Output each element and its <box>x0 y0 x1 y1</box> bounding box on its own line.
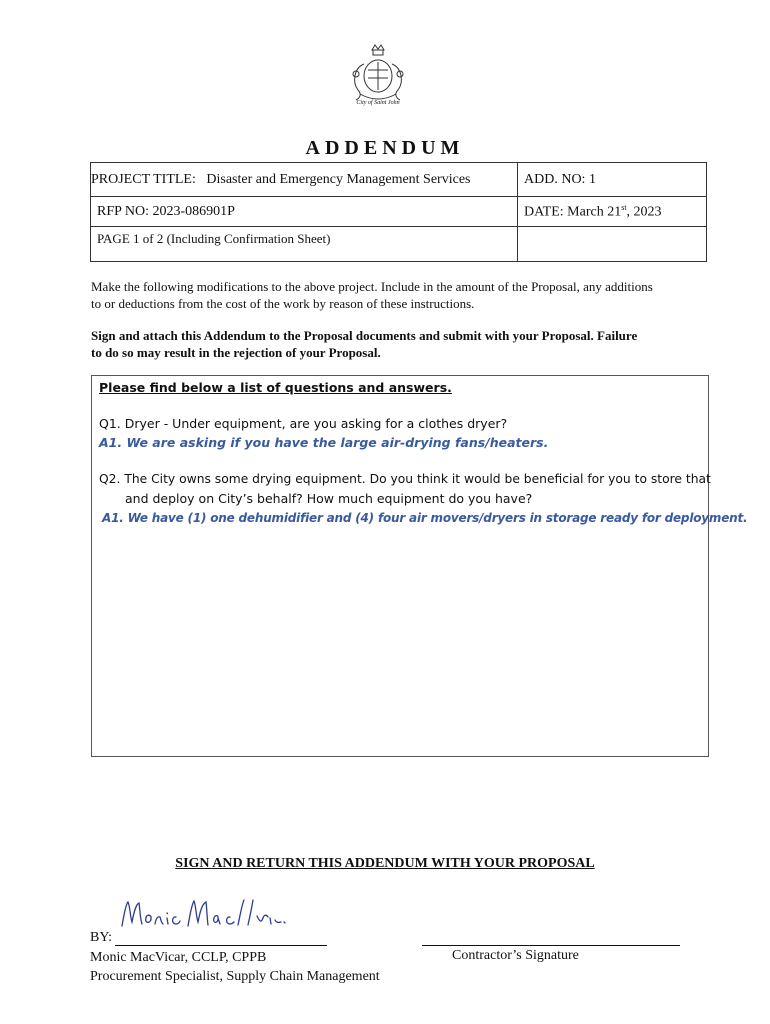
logo-caption: City of Saint John <box>356 100 400 106</box>
handwritten-signature <box>118 892 288 934</box>
add-no-cell <box>518 163 707 197</box>
contractor-signature-label: Contractor’s Signature <box>452 948 579 963</box>
signer-block <box>90 948 380 986</box>
signature-line-contractor <box>422 945 680 946</box>
sign-return-heading: SIGN AND RETURN THIS ADDENDUM WITH YOUR PROPOSAL <box>175 856 595 871</box>
by-label: BY: <box>90 930 113 945</box>
question-2-line-2: and deploy on City’s behalf? How much equipment do you have? <box>125 491 533 506</box>
qa-heading: Please find below a list of questions and answers. <box>99 380 452 395</box>
notice-line-2: to do so may result in the rejection of your Proposal. <box>91 345 381 360</box>
notice-line-1: Sign and attach this Addendum to the Proposal documents and submit with your Proposal. Failure <box>91 328 638 343</box>
page-count-cell <box>91 227 518 262</box>
date-prefix: DATE: March 21 <box>524 204 622 220</box>
project-title-cell <box>91 163 518 197</box>
project-title-value: Disaster and Emergency Management Services <box>206 171 471 187</box>
empty-cell <box>518 227 707 262</box>
signer-role: Procurement Specialist, Supply Chain Management <box>90 969 380 984</box>
rfp-no-cell <box>91 197 518 227</box>
sign-attach-notice <box>91 327 691 361</box>
question-2-line-1: Q2. The City owns some drying equipment. Do you think it would be beneficial for you to store that <box>99 472 711 486</box>
instructions-line-2: to or deductions from the cost of the work by reason of these instructions. <box>91 296 475 311</box>
rfp-no: RFP NO: 2023-086901P <box>97 203 235 219</box>
date-ordinal: st <box>621 202 627 212</box>
instructions-line-1: Make the following modifications to the above project. Include in the amount of the Proposal, any additions <box>91 279 653 294</box>
date-year: , 2023 <box>626 204 662 220</box>
add-no: ADD. NO: 1 <box>524 171 596 187</box>
signature-line-left <box>115 945 327 946</box>
answer-2: A1. We have (1) one dehumidifier and (4) four air movers/dryers in storage ready for deployment. <box>102 511 748 525</box>
answer-1: A1. We are asking if you have the large air-drying fans/heaters. <box>99 435 549 450</box>
question-1: Q1. Dryer - Under equipment, are you asking for a clothes dryer? <box>99 416 508 431</box>
date-cell <box>518 197 707 227</box>
addendum-header-table <box>90 162 707 262</box>
page-count: PAGE 1 of 2 (Including Confirmation Sheet) <box>97 231 331 246</box>
document-title: ADDENDUM <box>305 137 465 159</box>
modification-instructions <box>91 278 691 312</box>
questions-answers-box <box>91 375 748 757</box>
project-title-label: PROJECT TITLE: <box>91 171 196 187</box>
signer-name: Monic MacVicar, CCLP, CPPB <box>90 950 267 965</box>
